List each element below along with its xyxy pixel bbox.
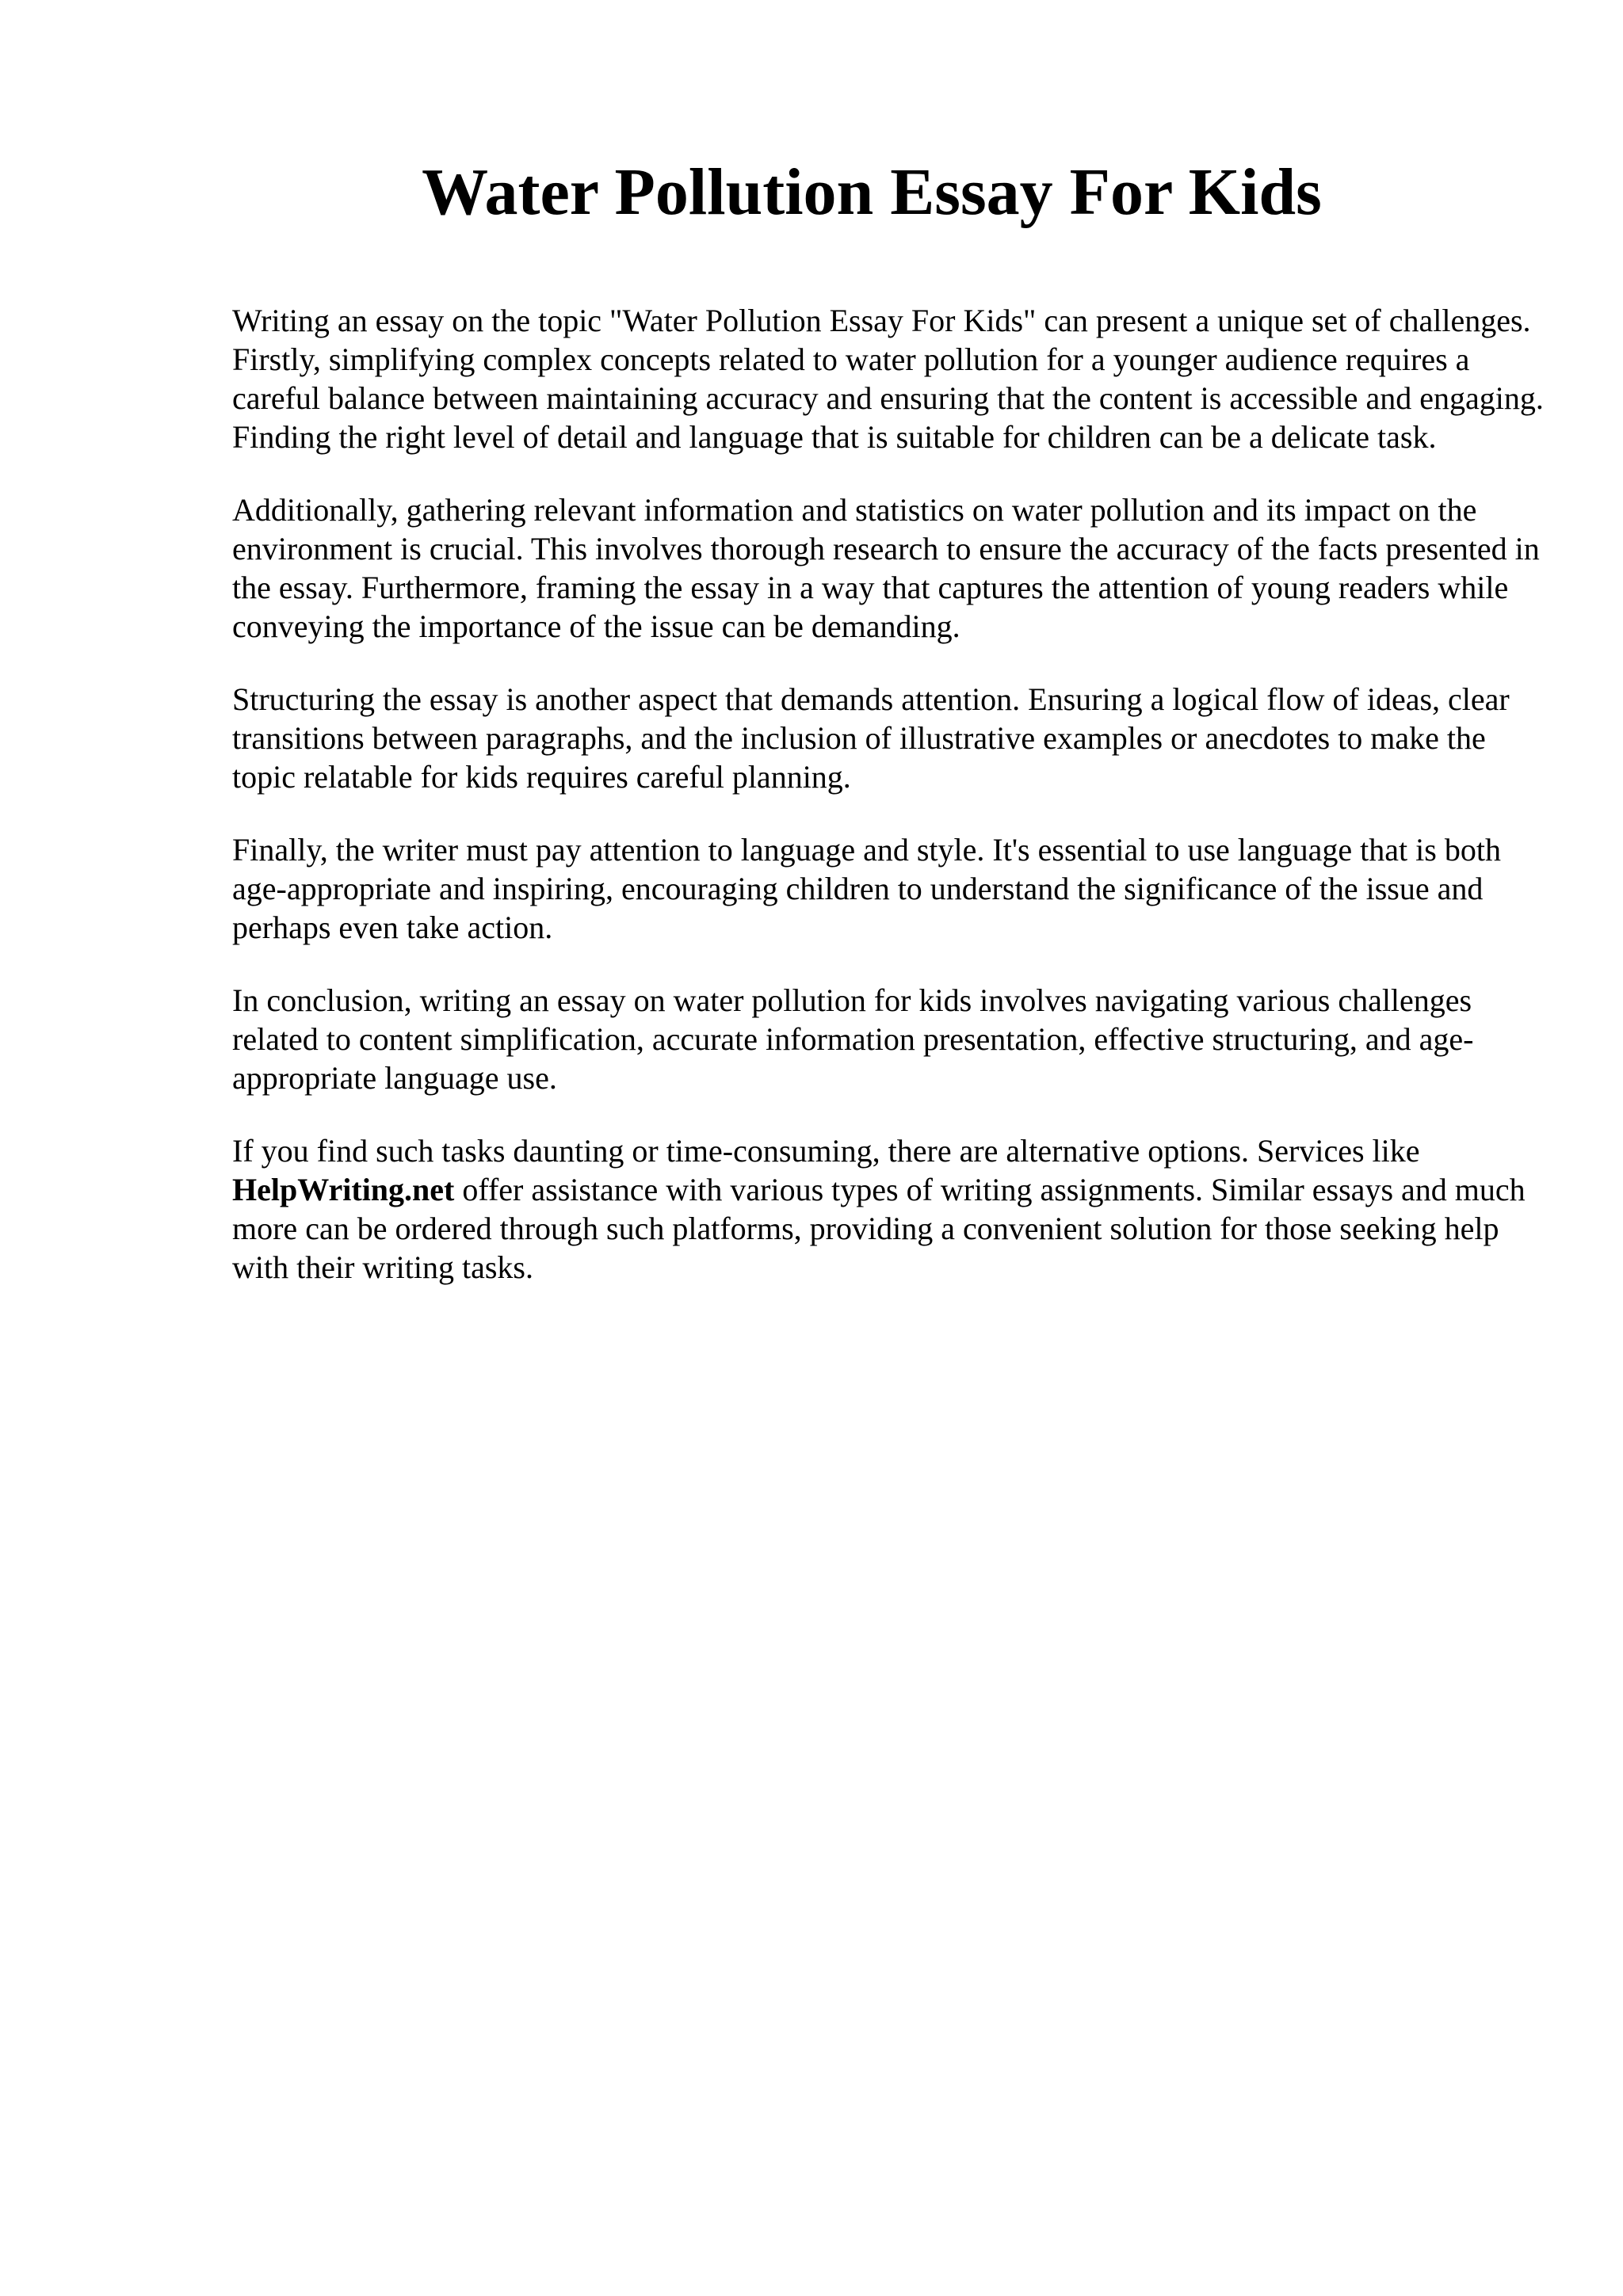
document-title: Water Pollution Essay For Kids (422, 155, 1322, 229)
paragraph-structure: Structuring the essay is another aspect that demands attention. Ensuring a logical flow of ideas, clear transitions between paragraphs, and the inclusion of illustrative examples or anecdotes to make the topic relatable for kids requires careful planning. (232, 681, 1510, 795)
paragraph-conclusion: In conclusion, writing an essay on water pollution for kids involves navigating various challenges related to content simplification, accurate information presentation, effective structuring, and age-appropriate language use. (232, 982, 1474, 1096)
services-text-before: If you find such tasks daunting or time-consuming, there are alternative options. Services like (232, 1133, 1420, 1169)
services-text-after: offer assistance with various types of writing assignments. Similar essays and much more can be ordered through such platforms, providing a convenient solution for those seeking help with their writing tasks. (232, 1172, 1526, 1285)
paragraph-intro: Writing an essay on the topic "Water Pollution Essay For Kids" can present a unique set of challenges. Firstly, simplifying complex concepts related to water pollution for a younger audience requires a careful balance between maintaining accuracy and ensuring that the content is accessible and engaging. Finding the right level of detail and language that is suitable for children can be a delicate task. (232, 303, 1544, 455)
paragraph-style: Finally, the writer must pay attention to language and style. It's essential to use language that is both age-appropriate and inspiring, encouraging children to understand the significance of the issue and perhaps even take action. (232, 832, 1501, 945)
brand-name: HelpWriting.net (232, 1172, 455, 1207)
paragraph-services (232, 1131, 1548, 1287)
document-body (232, 301, 1548, 1321)
paragraph-research: Additionally, gathering relevant information and statistics on water pollution and its impact on the environment is crucial. This involves thorough research to ensure the accuracy of the facts presented in the essay. Furthermore, framing the essay in a way that captures the attention of young readers while conveying the importance of the issue can be demanding. (232, 492, 1540, 644)
